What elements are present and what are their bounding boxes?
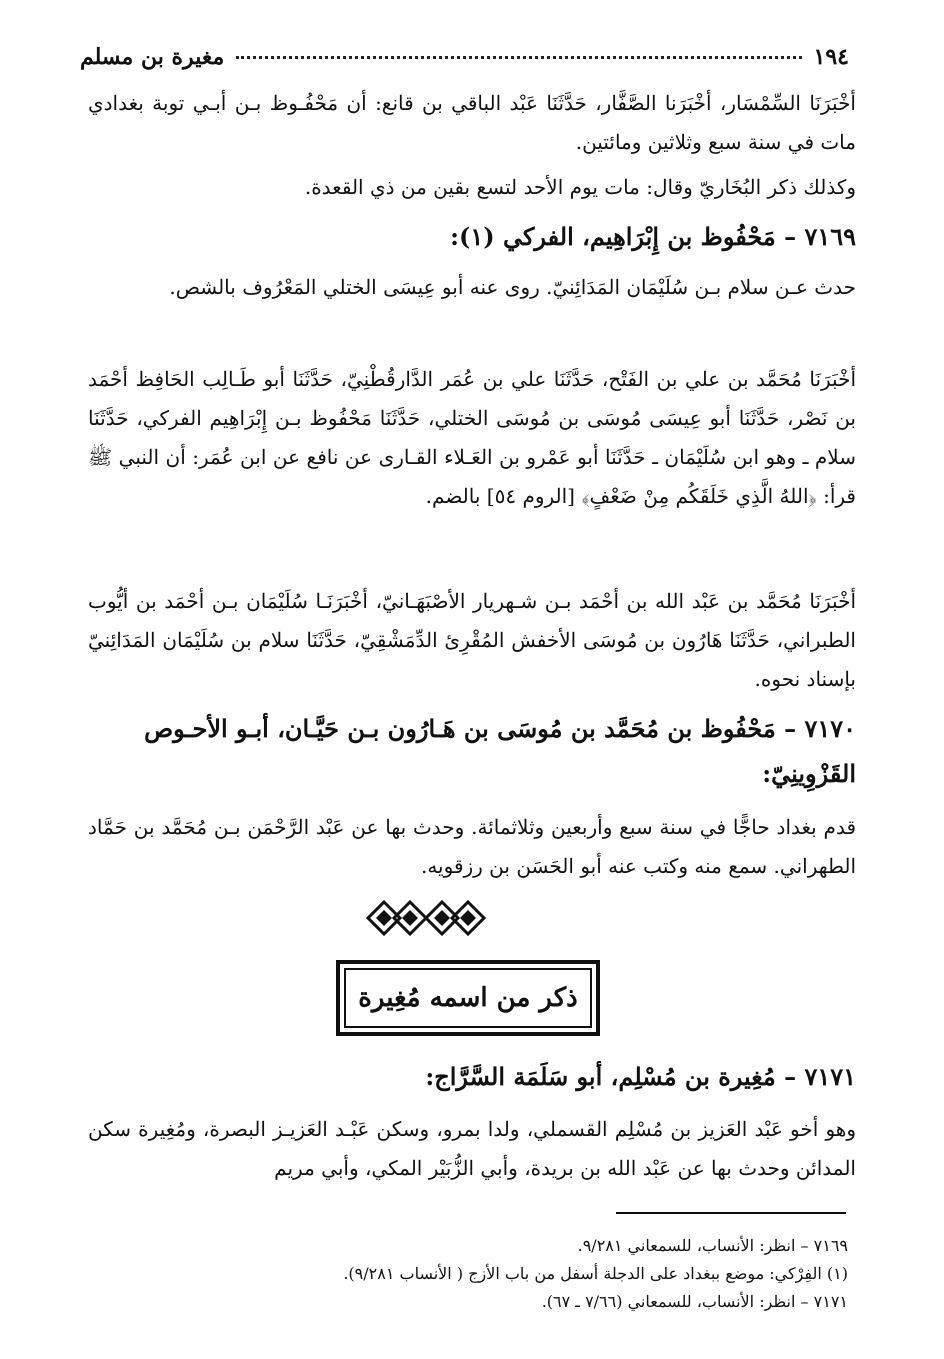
footnote-1-firki: (١) الفِرْكي: موضع ببغداد على الدجلة أسفل من باب الأزج ( الأنساب ٩/٢٨١). xyxy=(343,1264,848,1283)
paragraph-7169-bio: حدث عـن سلام بـن سُلَيْمَان المَدَائِنيّ. روى عنه أبو عِيسَى الختلي المَعْرُوف بالشص. xyxy=(169,275,856,299)
footnote-separator xyxy=(616,1212,846,1214)
page-number: ١٩٤ xyxy=(813,44,849,70)
footnote-7171: ٧١٧١ – انظر: الأنساب، للسمعاني (٧/٦٦ ـ ٦٧). xyxy=(541,1292,848,1311)
footnote-7169: ٧١٦٩ – انظر: الأنساب، للسمعاني ٩/٢٨١. xyxy=(577,1236,848,1255)
paragraph-chain-7168: أخْبَرَنَا السِّمْسَار، أخْبَرَنا الصَّفَّار، حَدَّثَنَا عَبْد الباقي بن قانع: أن مَحْفُـوظ بـن أبـي توبة بغدادي مات في سنة سبع وثلاثين ومائتين. xyxy=(88,91,856,154)
ornament-divider xyxy=(364,898,488,938)
paragraph-7169-chain-2: أخْبَرَنَا مُحَمَّد بن عَبْد الله بن أحْمَد بـن شـهريار الأصْبَهَـانيّ، أخْبَرَنَـا سُلَيْمَان بـن أحْمَد بن أيُّوب الطبراني، حَدَّثَنَا هَارُون بن مُوسَى الأخفش المُقْرِئ الدِّمَشْقِيّ، حَدَّثَنَا سلام بن سُلَيْمَان المَدَائِنيّ بإسناد نحوه. xyxy=(88,589,856,691)
entry-heading-7170: ٧١٧٠ – مَحْفُوظ بن مُحَمَّد بن مُوسَى بن هَـارُون بـن حَيَّـان، أبـو الأحـوص القَزْوِينِيّ: xyxy=(144,714,856,788)
section-title: ذكر من اسمه مُغِيرة xyxy=(344,968,592,1028)
entry-heading-7169: ٧١٦٩ – مَحْفُوظ بن إِبْرَاهِيم، الفركي (١): xyxy=(450,222,856,251)
paragraph-7170-bio: قدم بغداد حاجًّا في سنة سبع وأربعين وثلاثمائة. وحدث بها عن عَبْد الرَّحْمَن بـن مُحَمَّد بن حَمَّاد الطهراني. سمع منه وكتب عنه أبو الحَسَن بن رزقويه. xyxy=(88,815,856,878)
paragraph-bukhari-note: وكذلك ذكر البُخَاريّ وقال: مات يوم الأحد لتسع بقين من ذي القعدة. xyxy=(304,175,856,199)
header-dotted-leader xyxy=(236,56,801,59)
section-title-box xyxy=(336,960,600,1036)
paragraph-7171-bio: وهو أخو عَبْد العَزيز بن مُسْلِم القسملي، ولدا بمرو، وسكن عَبْـد العَزيـز البصرة، ومُغِيرة سكن المدائن وحدث بها عن عَبْد الله بن بريدة، وأبي الزُّبَيْر المكي، وأبي مريم xyxy=(88,1117,856,1180)
running-title: مغيرة بن مسلم xyxy=(80,44,225,70)
page-header xyxy=(80,38,849,76)
paragraph-7169-hadith: أخْبَرَنَا مُحَمَّد بن علي بن الفَتْح، حَدَّثَنَا علي بن عُمَر الدَّارقُطْنِيّ، حَدَّثَنَا أبو طَـالِب الحَافِظ أحْمَد بن نَصْر، حَدَّثَنَا أبو عِيسَى مُوسَى بن مُوسَى الختلي، حَدَّثَنَا مَحْفُوظ بـن إِبْرَاهِيم الفركي، حَدَّثَنَا سلام ـ وهو ابن سُلَيْمَان ـ حَدَّثَنَا أبو عَمْرو بن العَـلاء القـارى عن نافع عن ابن عُمَر: أن النبي ﷺ قرأ: ﴿اللهُ الَّذِي خَلَقَكُم مِنْ ضَعْفٍ﴾ [الروم ٥٤] بالضم. xyxy=(88,367,856,508)
entry-heading-7171: ٧١٧١ – مُغِيرة بن مُسْلِم، أبو سَلَمَة السَّرَّاج: xyxy=(425,1062,856,1091)
